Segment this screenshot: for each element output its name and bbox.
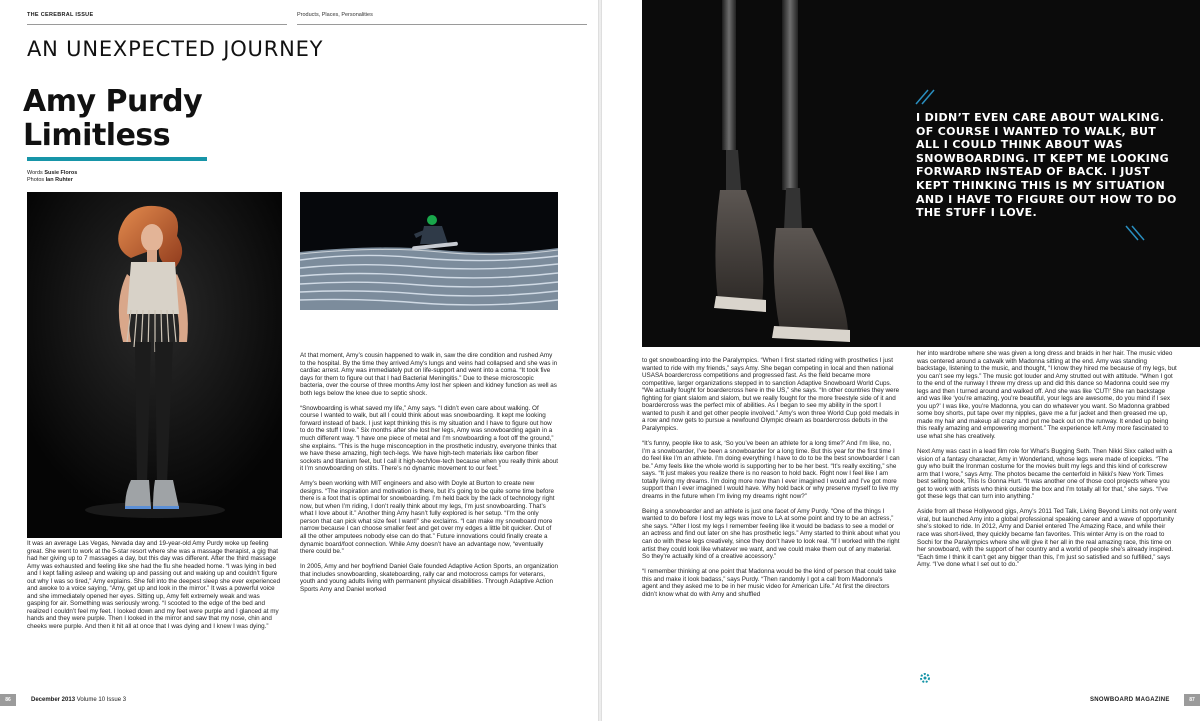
snowboarder-night-photo xyxy=(300,192,558,310)
byline-label: Words xyxy=(27,170,45,176)
magazine-name-footer: SNOWBOARD MAGAZINE xyxy=(1090,697,1170,703)
issue-volume: Volume 10 Issue 3 xyxy=(75,697,127,703)
byline xyxy=(27,170,77,184)
article-paragraph: “I remember thinking at one point that Madonna would be the kind of person that could take this and make it look badass,” says Purdy. “Then randomly I got a call from Madonna’s agent and they asked me to be in her music video for American Life.” At first the directors didn’t know what do with Amy and shuffled xyxy=(642,568,897,598)
section-subtitle: Products, Places, Personalities xyxy=(297,12,373,18)
title-accent-bar xyxy=(27,157,207,161)
article-kicker: AN UNEXPECTED JOURNEY xyxy=(27,37,324,61)
byline-photographer: Ian Ruhter xyxy=(45,177,73,183)
article-paragraph: “It’s funny, people like to ask, ‘So you’ve been an athlete for a long time?’ And I’m like, no, I’m a snowboarder, I’ve been a snowboarder for a long time. But this year for the first time I do feel like I’m an athlete. I’m doing everything I have to do to be the best snowboarder I can be.” Amy feels like the whole world is supporting her to be her best. “It’s really exciting,” she says. “It just makes you realize there is no reason to hold back. Right now I feel like I am totally living my dreams. I’m doing more now than I ever imagined I would and I’ve got more support than I ever imagined I would have. Why hold back or why preserve myself to live my dreams in the future when I’m living my dreams right now?” xyxy=(642,439,900,500)
page-gutter xyxy=(598,0,602,721)
article-column-1 xyxy=(27,540,283,638)
article-paragraph: At that moment, Amy’s cousin happened to walk in, saw the dire condition and rushed Amy to the hospital. By the time they arrived Amy’s lungs and veins had collapsed and she was in cardiac arrest. Amy was immediately put on life-support and went into a coma. “It took five days for them to figure out that I had Bacterial Meningitis.” Due to these microscopic bacteria, over the course of three months Amy lost her spleen and kidney function as well as both legs below the knee due to septic shock. xyxy=(300,352,558,397)
article-column-2 xyxy=(300,352,558,601)
amy-portrait-photo xyxy=(27,192,282,538)
page-number: 86 xyxy=(0,694,16,706)
section-label: THE CEREBRAL ISSUE xyxy=(27,12,94,18)
header-rule xyxy=(297,24,587,25)
article-paragraph: “Snowboarding is what saved my life,” Amy says. “I didn’t even care about walking. Of course I wanted to walk, but all I could think about was snowboarding. It kept me looking forward instead of back. I just kept thinking this is my situation and I have to figure out how to do the stuff I love.” Six months after she lost her legs, Amy was snowboarding again in a much different way. “I have one piece of metal and I’m snowboarding a foot off the ground,” she explains. “This is the huge misconception in the prosthetic industry, everyone thinks that we have these amazing, high tech-legs. We have high-tech materials like carbon fiber sockets and titanium feet, but I call it high-tech/low-tech because when you really think about it I’m snowboarding on stilts. There’s no dynamic movement to our feet.” xyxy=(300,404,558,473)
title-line: Amy Purdy xyxy=(23,84,203,119)
article-paragraph: her into wardrobe where she was given a long dress and braids in her hair. The music video was centered around a catwalk with Madonna sitting at the end. Amy was standing backstage, listening to the music, and thought, “I know they hired me because of my legs, but you can’t see my legs.” The music got louder and Amy strutted out with attitude. “When I got to the end of the runway I threw my dress up and did this dance so Madonna could see my legs and then I turned around and walked off. And she was like ‘CUT!’ She ran backstage and was like ‘you’re amazing, you’re beautiful, your legs are awesome, do you mind if I sex you up?’ I was like, you’re Madonna, you can do whatever you want. So Madonna grabbed some boy shorts, put tape over my nipples, gave me a fur jacket and then greased me up, made my hair and makeup all crazy and put me back out on the runway. It ended up being this really amazing and empowering moment.” The experience left Amy more fascinated to use what she has creatively. xyxy=(917,350,1177,441)
title-line: Limitless xyxy=(23,118,171,153)
header-rule xyxy=(27,24,287,25)
article-paragraph: Aside from all these Hollywood gigs, Amy’s 2011 Ted Talk, Living Beyond Limits not only went viral, but launched Amy into a global professional speaking career and a wave of opportunity she’s stoked to ride. In 2012, Amy and Daniel entered The Amazing Race, and while their race was short-lived, they quickly became fan favorites. This winter Amy is on the road to Sochi for the Paralympics where she will give it her all in the real amazing race, this time on her snowboard, with the support of her country and a world of people she’s already inspired. “Each time I think it can’t get any bigger than this, I’m just so satisfied and so fulfilled,” says Amy. “I’ve done what I set out to do.” xyxy=(917,508,1177,569)
article-paragraph: In 2005, Amy and her boyfriend Daniel Gale founded Adaptive Action Sports, an organization that includes snowboarding, skateboarding, rally car and motocross camps for veterans, youth and young adults living with permanent physical disabilities. Through Adaptive Action Sports Amy and Daniel worked xyxy=(300,563,558,593)
article-paragraph: to get snowboarding into the Paralympics. “When I first started riding with prosthetics I just wanted to ride with my friends,” says Amy. She began competing in local and then national USASA boardercross competitions and progressed fast. As the field became more competitive, larger organizations stepped in to sanction Adaptive Snowboard World Cups. “We actually fought for boardercross here in the US,” she says. “In other countries they were fighting for giant slalom and slalom, but we really fought for the more freestyle side of it and boardercross was the perfect mix of abilities. As I began to see my ability in the sport I wanted to push it and get other people involved.” Amy’s won three World Cup gold medals in a row and now gets to pursue a newfound Olympic dream as boardercross debuts in the Paralympics. xyxy=(642,357,900,432)
pull-quote: I DIDN’T EVEN CARE ABOUT WALKING. OF COURSE I WANTED TO WALK, BUT ALL I COULD THINK ABOUT WAS SNOWBOARDING. IT KEPT ME LOOKING FORWARD INSTEAD OF BACK. I JUST KEPT THINKING THIS IS MY SITUATION AND I HAVE TO FIGURE OUT HOW TO DO THE STUFF I LOVE. xyxy=(916,111,1177,220)
issue-footer xyxy=(31,697,126,703)
page-number: 87 xyxy=(1184,694,1200,706)
article-paragraph: Next Amy was cast in a lead film role for What’s Bugging Seth. Then Nikki Sixx called with a vision of a fantasy character, Amy in Wonderland, whose legs were made of icepicks. “The guy who built the Ironman costume for the movies built my legs and this kind of corkscrew arm that I wore,” says Amy. The photos became the centerfold in Nikki’s New York Times best selling book, This Is Gonna Hurt. “It was another one of those cool projects where you get to work with artists who think outside the box and I’m totally all for that,” she says. “I’ve got these legs that can turn into anything.” xyxy=(917,448,1173,501)
article-paragraph: It was an average Las Vegas, Nevada day and 19-year-old Amy Purdy woke up feeling great. She went to work at the 5-star resort where she was a massage therapist, a gig that had her giving up to 7 massages a day, but this day was different. After the third massage Amy was exhausted and feeling like she had the flu she headed home. “I was lying in bed and I kept falling asleep and waking up and passing out and waking up and couldn’t figure out why I was so tired,” Amy explains. She fell into the deepest sleep she ever experienced and awoke to a voice saying, “Amy, get up and look in the mirror.” It was a powerful voice and she immediately opened her eyes. Sitting up, Amy felt extremely weak and was gasping for air. Something was seriously wrong. “I scooted to the edge of the bed and realized I couldn’t feel my feet. I looked down and my feet were purple and I glanced at my hands and they were purple. Then I looked in the mirror and saw that my nose, chin and cheeks were purple. And then it hit all at once that I was dying and I knew I was dying.” xyxy=(27,540,281,631)
article-column-4 xyxy=(917,350,1177,576)
issue-date: December 2013 xyxy=(31,697,76,703)
article-end-mark-icon xyxy=(919,672,931,684)
article-title xyxy=(23,85,202,153)
byline-author: Susie Floros xyxy=(44,170,78,176)
article-paragraph: Amy’s been working with MIT engineers and also with Doyle at Burton to create new designs. “The inspiration and motivation is there, but it’s going to be quite some time before there is a foot that is optimal for snowboarding. I’m held back by the lack of technology right now, but when I’m riding, I don’t really think about my legs, I’m just snowboarding. That’s what I love about it.” Another thing Amy hasn’t fully explored is her setup. “I’m the only person that can pick what size feet I want!” she exclaims. “I can make my snowboard more narrow because I can choose smaller feet and get over my edges a little bit quicker. Out of all the other amputees nobody else can do that.” Future innovations could finally create a dynamic board/foot connection. While Amy doesn’t have an advantage now, “eventually there could be.” xyxy=(300,480,555,556)
byline-label: Photos xyxy=(27,177,46,183)
article-column-3 xyxy=(642,357,900,606)
article-paragraph: Being a snowboarder and an athlete is just one facet of Amy Purdy. “One of the things I wanted to do before I lost my legs was move to LA at some point and try to be an actress,” she says. “After I lost my legs I remember feeling like it would be badass to see a model or an actress and find out later on she has prosthetic legs.” Amy started to think about what you can do with these legs creatively, since they don’t have to look real. “If I worked with the right artist they could look like whatever we want, and we could make them out of any material. So they’re actually kind of a creative accessory.” xyxy=(642,507,900,561)
